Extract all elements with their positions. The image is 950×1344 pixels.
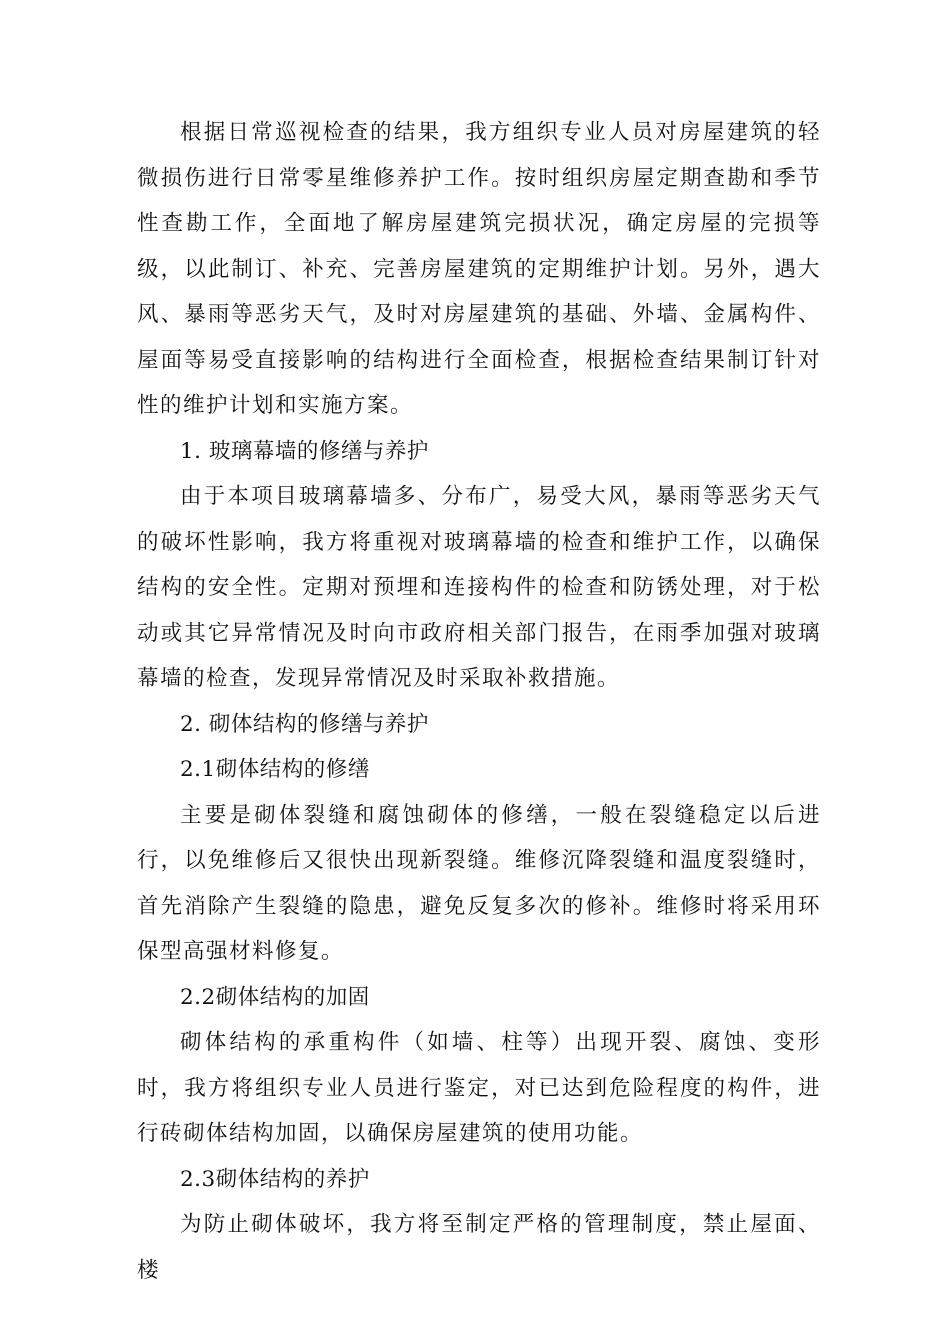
document-body xyxy=(137,110,821,1293)
paragraph-glass-curtain-wall: 由于本项目玻璃幕墙多、分布广，易受大风，暴雨等恶劣天气的破坏性影响，我方将重视对玻璃幕墙的检查和维护工作，以确保结构的安全性。定期对预埋和连接构件的检查和防锈处理，对于松动或其它异常情况及时向市政府相关部门报告，在雨季加强对玻璃幕墙的检查，发现异常情况及时采取补救措施。 xyxy=(137,484,821,691)
heading-masonry-maintenance: 2.3砌体结构的养护 xyxy=(180,1166,370,1192)
heading-masonry-structure: 2. 砌体结构的修缮与养护 xyxy=(180,711,429,737)
paragraph-masonry-maintenance: 为防止砌体破坏，我方将至制定严格的管理制度，禁止屋面、楼 xyxy=(137,1212,821,1283)
heading-glass-curtain-wall: 1. 玻璃幕墙的修缮与养护 xyxy=(180,438,429,464)
paragraph-masonry-repair: 主要是砌体裂缝和腐蚀砌体的修缮，一般在裂缝稳定以后进行，以免维修后又很快出现新裂缝。维修沉降裂缝和温度裂缝时，首先消除产生裂缝的隐患，避免反复多次的修补。维修时将采用环保型高强材料修复。 xyxy=(137,802,821,964)
heading-masonry-reinforcement: 2.2砌体结构的加固 xyxy=(180,984,370,1010)
heading-masonry-repair: 2.1砌体结构的修缮 xyxy=(180,757,370,782)
paragraph-masonry-reinforcement: 砌体结构的承重构件（如墙、柱等）出现开裂、腐蚀、变形时，我方将组织专业人员进行鉴定，对已达到危险程度的构件，进行砖砌体结构加固，以确保房屋建筑的使用功能。 xyxy=(137,1030,821,1146)
paragraph-inspection-maintenance: 根据日常巡视检查的结果，我方组织专业人员对房屋建筑的轻微损伤进行日常零星维修养护工作。按时组织房屋定期查勘和季节性查勘工作，全面地了解房屋建筑完损状况，确定房屋的完损等级，以此制订、补充、完善房屋建筑的定期维护计划。另外，遇大风、暴雨等恶劣天气，及时对房屋建筑的基础、外墙、金属构件、屋面等易受直接影响的结构进行全面检查，根据检查结果制订针对性的维护计划和实施方案。 xyxy=(137,120,821,418)
